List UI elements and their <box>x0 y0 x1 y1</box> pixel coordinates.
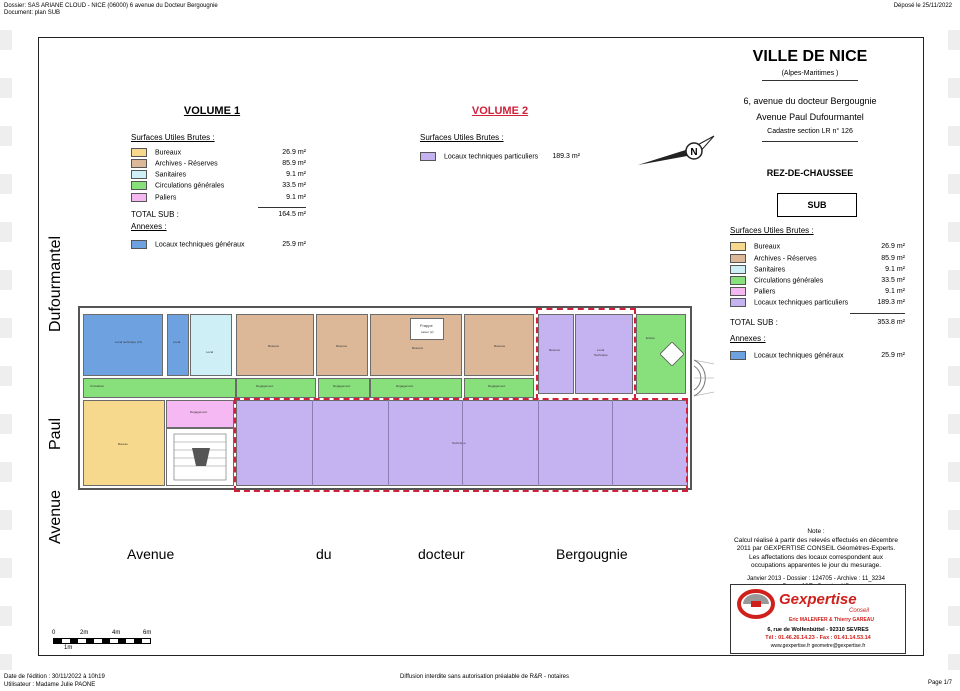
room-label: Dégagement <box>190 410 208 414</box>
legend-label: Locaux techniques généraux <box>155 241 245 249</box>
legend-value: 189.3 m² <box>552 153 580 160</box>
left-margin-strip <box>0 30 12 670</box>
swatch-locaux-particuliers <box>730 298 746 307</box>
room-local-technique-lt <box>83 314 163 376</box>
summary-row-locaux-generaux <box>730 351 905 361</box>
summary-row-bureaux <box>730 242 905 252</box>
legend-value: 33.5 m² <box>881 277 905 284</box>
scale-tick-label: 6m <box>143 630 152 636</box>
corridor-degagement-2 <box>318 378 370 398</box>
room-frappe <box>410 318 444 340</box>
legend-value: 25.9 m² <box>282 241 306 248</box>
legend-row-bureaux <box>131 148 306 158</box>
volume1-title: VOLUME 1 <box>183 105 241 117</box>
compass-letter: N <box>690 147 698 158</box>
room-label: Réserve <box>268 344 280 348</box>
legend-value: 26.9 m² <box>881 243 905 250</box>
summary-row-circulations <box>730 276 905 286</box>
right-margin-strip <box>948 30 960 670</box>
room-label: Technique <box>452 441 466 445</box>
scale-unit-label: 1m <box>64 645 73 651</box>
room-label: Technique <box>594 353 608 357</box>
legend-value: 9.1 m² <box>885 288 905 295</box>
swatch-paliers <box>730 287 746 296</box>
company-phone: Tél : 01.46.26.14.23 - Fax : 01.41.14.53.14 <box>765 635 871 641</box>
volume1-total-value: 164.5 m² <box>278 211 306 218</box>
company-web: www.gexpertise.fr geometre@gexpertise.fr <box>770 643 866 649</box>
footer-diffusion: Diffusion interdite sans autorisation préalable de R&R - notaires <box>400 674 569 680</box>
street-left-word-2: Paul <box>47 417 64 450</box>
legend-row-locaux-generaux <box>131 240 306 250</box>
company-block <box>730 584 906 654</box>
header-document: Document: plan SUB <box>4 10 61 16</box>
legend-value: 9.1 m² <box>286 171 306 178</box>
summary-row-locaux-particuliers <box>730 298 905 308</box>
plan-type-box: SUB <box>777 193 857 217</box>
staircase-icon <box>172 432 228 482</box>
swatch-locaux-particuliers <box>420 152 436 161</box>
room-label: Entrée <box>646 336 655 340</box>
header-depose: Déposé le 25/11/2022 <box>893 3 952 9</box>
volume2-boundary <box>234 398 688 492</box>
notes-title: Note : <box>807 528 825 535</box>
legend-value: 9.1 m² <box>286 194 306 201</box>
level-title: REZ-DE-CHAUSSEE <box>766 168 854 178</box>
street-left-word-3: Dufourmantel <box>47 235 64 332</box>
cadastre: Cadastre section LR n° 126 <box>767 128 853 135</box>
room-label: Dégagement <box>333 384 351 388</box>
company-logo-icon <box>737 589 775 619</box>
company-address: 6, rue de Wolfenbüttel - 92310 SEVRES <box>767 627 869 633</box>
legend-label: Paliers <box>155 194 177 202</box>
legend-label: Locaux techniques particuliers <box>444 153 539 161</box>
legend-value: 85.9 m² <box>881 255 905 262</box>
room-local-2 <box>190 314 232 376</box>
volume1-annexes-label: Annexes : <box>131 222 167 231</box>
notes-ref: Janvier 2013 - Dossier : 124705 - Archive : 11_3234 <box>747 575 885 582</box>
summary-row-archives <box>730 254 905 264</box>
swatch-archives <box>131 159 147 168</box>
footer-edition: Date de l'édition : 30/11/2022 à 10h19 <box>4 674 105 680</box>
legend-row-sanitaires <box>131 170 306 180</box>
room-label: Réserve <box>336 344 348 348</box>
volume2-boundary-upper <box>536 308 636 400</box>
header-dossier: Dossier: SAS ARIANE CLOUD - NICE (06000) 6 avenue du Docteur Bergougnie <box>4 3 218 9</box>
room-label: casier (2) <box>421 330 434 334</box>
room-label: Dégagement <box>488 384 506 388</box>
notes-line: Les affectations des locaux correspondent aux <box>749 553 883 561</box>
swatch-locaux-generaux <box>131 240 147 249</box>
swatch-circulations <box>131 181 147 190</box>
legend-value: 33.5 m² <box>282 182 306 189</box>
legend-label: Locaux techniques particuliers <box>754 299 849 307</box>
corridor-circulation <box>83 378 236 398</box>
region: (Alpes-Maritimes ) <box>781 70 839 77</box>
street-left-word-1: Avenue <box>47 490 64 544</box>
summary-total-label: TOTAL SUB : <box>730 318 778 327</box>
stair-icon <box>660 342 684 366</box>
street-bottom-word-4: Bergougnie <box>556 546 628 562</box>
swatch-sanitaires <box>131 170 147 179</box>
legend-row-circulations <box>131 181 306 191</box>
swatch-locaux-generaux <box>730 351 746 360</box>
room-local-1 <box>167 314 189 376</box>
legend-label: Bureaux <box>754 243 781 251</box>
legend-label: Sanitaires <box>754 266 786 274</box>
street-bottom-word-1: Avenue <box>127 546 175 562</box>
legend-label: Archives - Réserves <box>155 160 218 168</box>
notes-block <box>726 528 906 592</box>
room-label: Local <box>173 340 181 344</box>
summary-row-sanitaires <box>730 265 905 275</box>
spiral-stair-icon <box>692 356 728 400</box>
legend-label: Circulations générales <box>754 277 824 285</box>
legend-label: Locaux techniques généraux <box>754 352 844 360</box>
footer-page: Page 1/7 <box>927 680 952 686</box>
legend-label: Sanitaires <box>155 171 187 179</box>
volume2-title: VOLUME 2 <box>471 105 529 117</box>
company-name: Gexpertise <box>779 591 857 608</box>
corridor-degagement-4 <box>464 378 534 398</box>
room-palier <box>166 400 234 428</box>
room-label: Local <box>597 348 605 352</box>
summary-heading: Surfaces Utiles Brutes : <box>730 226 814 235</box>
footer-utilisateur: Utilisateur : Madame Julie PAONE <box>4 682 96 688</box>
legend-label: Archives - Réserves <box>754 255 817 263</box>
street-bottom-word-2: du <box>316 546 332 562</box>
room-label: Réserve <box>412 346 424 350</box>
volume1-heading: Surfaces Utiles Brutes : <box>131 133 215 142</box>
legend-label: Paliers <box>754 288 776 296</box>
company-names: Eric MALENFER & Thierry GAREAU <box>789 617 875 623</box>
legend-value: 9.1 m² <box>885 266 905 273</box>
room-label: Dégagement <box>396 384 414 388</box>
north-arrow-icon <box>636 132 716 172</box>
room-label: Bureau <box>118 442 128 446</box>
legend-value: 85.9 m² <box>282 160 306 167</box>
legend-row-locaux-particuliers <box>420 152 580 162</box>
room-label: Local <box>206 350 214 354</box>
volume1-total-label: TOTAL SUB : <box>131 210 179 219</box>
summary-row-paliers <box>730 287 905 297</box>
notes-line: Calcul réalisé à partir des relevés effectués en décembre <box>734 536 898 544</box>
swatch-sanitaires <box>730 265 746 274</box>
notes-line: 2011 par GEXPERTISE CONSEIL Géomètres-Experts. <box>736 545 896 552</box>
volume1-total-rule <box>258 207 306 208</box>
swatch-archives <box>730 254 746 263</box>
volume2-heading: Surfaces Utiles Brutes : <box>420 133 504 142</box>
legend-label: Circulations générales <box>155 182 225 190</box>
room-label: Réserve <box>549 348 561 352</box>
room-label: Frappe <box>420 323 433 328</box>
swatch-bureaux <box>131 148 147 157</box>
swatch-circulations <box>730 276 746 285</box>
legend-row-paliers <box>131 193 306 203</box>
legend-value: 25.9 m² <box>881 352 905 359</box>
title-rule <box>762 80 858 81</box>
company-sub: Conseil <box>849 608 870 614</box>
summary-annexes-label: Annexes : <box>730 334 766 343</box>
summary-total-rule <box>850 313 905 314</box>
room-label: Réserve <box>494 344 506 348</box>
address-line-1: 6, avenue du docteur Bergougnie <box>743 96 877 106</box>
corridor-degagement-3 <box>370 378 462 398</box>
scale-tick-label: 0 <box>52 630 56 636</box>
swatch-paliers <box>131 193 147 202</box>
address-line-2: Avenue Paul Dufourmantel <box>756 112 864 122</box>
room-label: Dégagement <box>256 384 274 388</box>
city-title: VILLE DE NICE <box>752 48 868 65</box>
notes-line: occupations apparentes le jour du mesurage. <box>750 562 882 569</box>
summary-total-value: 353.8 m² <box>877 319 905 326</box>
legend-value: 26.9 m² <box>282 149 306 156</box>
legend-value: 189.3 m² <box>877 299 905 306</box>
legend-label: Bureaux <box>155 149 182 157</box>
scale-tick-label: 4m <box>112 630 121 636</box>
corridor-degagement-1 <box>236 378 316 398</box>
cadastre-rule <box>762 141 858 142</box>
scale-tick-label: 2m <box>80 630 89 636</box>
street-bottom-word-3: docteur <box>418 546 465 562</box>
room-label: Local technique (LT) <box>115 340 143 344</box>
scale-bar-graphic <box>53 638 151 644</box>
room-label: Circulation <box>90 384 105 388</box>
legend-row-archives <box>131 159 306 169</box>
swatch-bureaux <box>730 242 746 251</box>
